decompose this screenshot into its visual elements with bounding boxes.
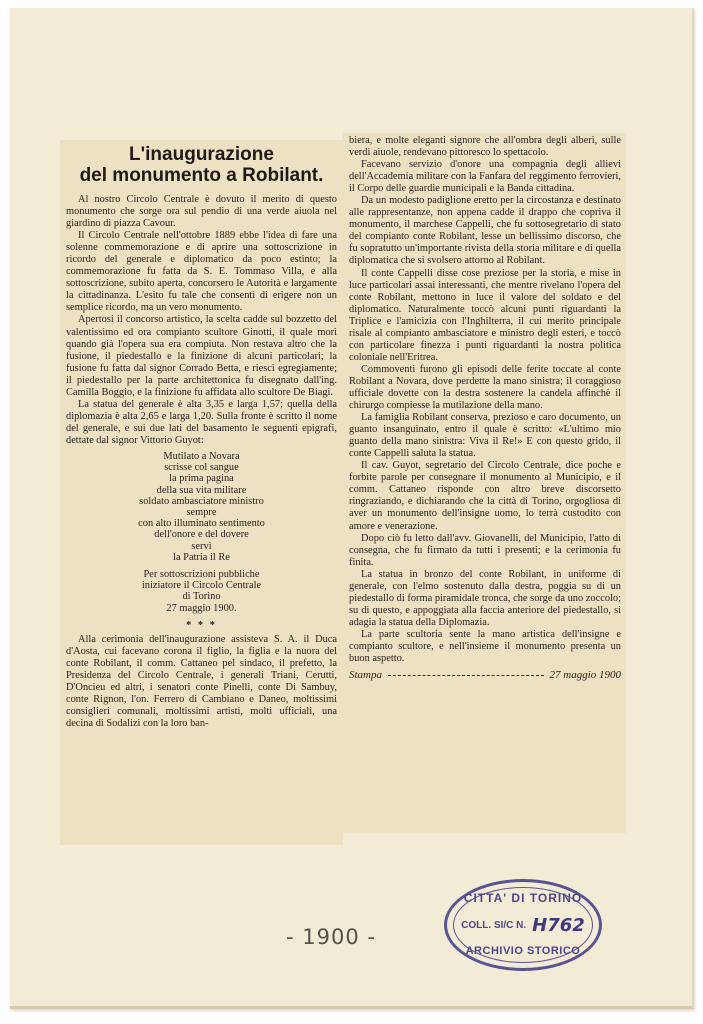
epigraph-line: la Patria il Re [173, 551, 230, 563]
left-column [66, 140, 337, 730]
epigraph-line: 27 maggio 1900. [166, 602, 237, 614]
paragraph: La statua del generale è alta 3,35 e larga 1,57; quella della diplomazia è alta 2,65 e larga 1,20. Sulla fronte è scritto il nome del generale, e sui due lati del basamento le seguenti epigrafi, dettate dal signor Vittorio Guyot: [66, 398, 337, 446]
epigraph-line: soldato ambasciatore ministro [139, 495, 264, 507]
paragraph: Al nostro Circolo Centrale è dovuto il merito di questo monumento che sorge ora sul pendio di una verde aiuola nel giardino di piazza Cavour. [66, 194, 337, 230]
stamp-bottom-text: ARCHIVIO STORICO [465, 945, 581, 957]
epigraph-line: della sua vita militare [156, 484, 247, 496]
clipping-right [343, 133, 626, 833]
epigraph-line: Per sottoscrizioni pubbliche [143, 569, 260, 581]
divider [388, 675, 544, 676]
pencil-year-note: - 1900 - [286, 925, 376, 949]
paragraph: biera, e molte eleganti signore che all'ombra degli alberi, sulle verdi aiuole, rendevano pittoresco lo spettacolo. [349, 135, 621, 159]
epigraph-1 [66, 451, 337, 563]
epigraph-line: con alto illuminato sentimento [138, 518, 265, 530]
epigraph-2 [66, 569, 337, 614]
paragraph: Il conte Cappelli disse cose preziose per la storia, e mise in luce particolari assai interessanti, che mentre rivelano l'opera del conte Robilant, mettono in luce il valore del soldato e del diplomatico. Naturalmente toccò alcuni punti riguardanti la Triplice e l'amicizia con l'Inghilterra, il cui merito principale risale al compianto ambasciatore e ministro degli esteri, e toccò con particolare finezza i punti riguardanti la nostra politica coloniale nell'Eritrea. [349, 267, 621, 363]
paragraph: Alla cerimonia dell'inaugurazione assisteva S. A. il Duca d'Aosta, cui facevano corona il figlio, la figlia e la nuora del conte Robilant, il comm. Cattaneo pel sindaco, il prefetto, la Presidenza del Circolo Centrale, i generali Triani, Cerutti, D'Oncieu ed altri, i senatori conte Pinelli, conte Di Sambuy, conte Rignon, l'on. Ferrero di Cambiano e Daneo, moltissimi consiglieri comunali, moltissimi artisti, molti ufficiali, una decina di Sodalizi con la loro ban- [66, 633, 337, 730]
source-date: 27 maggio 1900 [549, 669, 621, 682]
epigraph-line: scrisse col sangue [164, 462, 239, 474]
archive-stamp [444, 879, 602, 971]
paragraph: Commoventi furono gli episodi delle ferite toccate al conte Robilant a Novara, dove perdette la mano sinistra; il coraggioso ufficiale dovette con la destra sostenere la candela affinchè il chirurgo compiesse la mutilazione della mano. [349, 363, 621, 412]
right-column [349, 135, 621, 681]
paragraph: Da un modesto padiglione eretto per la circostanza e destinato alle rappresentanze, non appena cadde il drappo che copriva il monumento, il marchese Cappelli, che fu sottosegretario di stato del compianto conte Robilant, lesse un bellissimo discorso, che fu sopratutto un'importante rivista della storia militare e di quella diplomatica che si svolsero attorno al Robilant. [349, 195, 621, 267]
paragraph: Il cav. Guyot, segretario del Circolo Centrale, dice poche e forbite parole per consegnare il monumento al Municipio, e il comm. Cattaneo risponde con altro breve discorsetto ringraziando, e dichiarando che la città di Torino, orgogliosa di aver un monumento dell'insigne uomo, lo terrà custodito con amore e venerazione. [349, 460, 621, 532]
stamp-coll-label: COLL. SI/C N. [461, 920, 527, 931]
paragraph: Facevano servizio d'onore una compagnia degli allievi dell'Accademia militare con la Fanfara del reggimento ferrovieri, il Corpo delle guardie municipali e la Banda cittadina. [349, 159, 621, 195]
source-name: Stampa [349, 669, 382, 682]
epigraph-line: la prima pagina [169, 473, 234, 485]
title-line-2: del monumento a Robilant. [79, 165, 324, 186]
epigraph-line: di Torino [182, 591, 221, 603]
section-separator: * * * [186, 619, 217, 631]
article-title [66, 144, 337, 186]
epigraph-line: dell'onore e del dovere [154, 529, 249, 541]
epigraph-line: iniziatore il Circolo Centrale [141, 580, 262, 592]
stamp-collection [457, 915, 589, 936]
title-line-1: L'inaugurazione [129, 144, 274, 165]
epigraph-line: servì [191, 540, 212, 552]
stamp-number: H762 [532, 915, 585, 936]
epigraph-line: Mutilato a Novara [163, 450, 240, 462]
paragraph: Dopo ciò fu letto dall'avv. Giovanelli, del Municipio, l'atto di consegna, che fu firmato da tutti i presenti; e la cerimonia fu finita. [349, 532, 621, 568]
epigraph-line: sempre [186, 507, 217, 518]
source-line [349, 669, 621, 681]
paragraph: La statua in bronzo del conte Robilant, in uniforme di generale, con l'elmo sostenuto dalla destra, poggia su di un piedestallo di forma piramidale tronca, che sorge da uno zoccolo; su di questo, e appoggiata alla faccia anteriore del piedestallo, si adagia la statua della Diplomazia. [349, 568, 621, 628]
clipping-left [60, 140, 343, 845]
stamp-top-text: CITTA' DI TORINO [463, 891, 583, 905]
paragraph: La parte scultoria sente la mano artistica dell'insigne e compianto scultore, e nell'insieme il monumento presenta un buon aspetto. [349, 628, 621, 665]
paragraph: Il Circolo Centrale nell'ottobre 1889 ebbe l'idea di fare una solenne commemorazione e di aprire una sottoscrizione in ricordo del generale e diplomatico da poco estinto; la commemorazione fu fatta da S. E. Tommaso Villa, e alla sottoscrizione, subito aperta, concorsero le Autorità e largamente la cittadinanza. L'esito fu tale che consentì di erigere non un semplice ricordo, ma un vero monumento. [66, 230, 337, 314]
paragraph: La famiglia Robilant conserva, prezioso e caro documento, un guanto insanguinato, entro il quale è scritto: «L'ultimo mio guanto della mano sinistra: Viva il Re!» E con questo grido, il conte Cappelli saluta la statua. [349, 412, 621, 460]
paragraph: Apertosi il concorso artistico, la scelta cadde sul bozzetto del valentissimo ed ora compianto scultore Ginotti, il quale morì quando già l'opera sua era compiuta. Non restava altro che la fusione, il piedestallo e la finizione di alcuni particolari; la fusione fu fatta dal signor Corrado Betta, e riescì egregiamente; il piedestallo per la parte architettonica fu disegnato dall'ing. Camilla Boggio, e la finizione fu affidata allo scultore De Biagi. [66, 314, 337, 398]
